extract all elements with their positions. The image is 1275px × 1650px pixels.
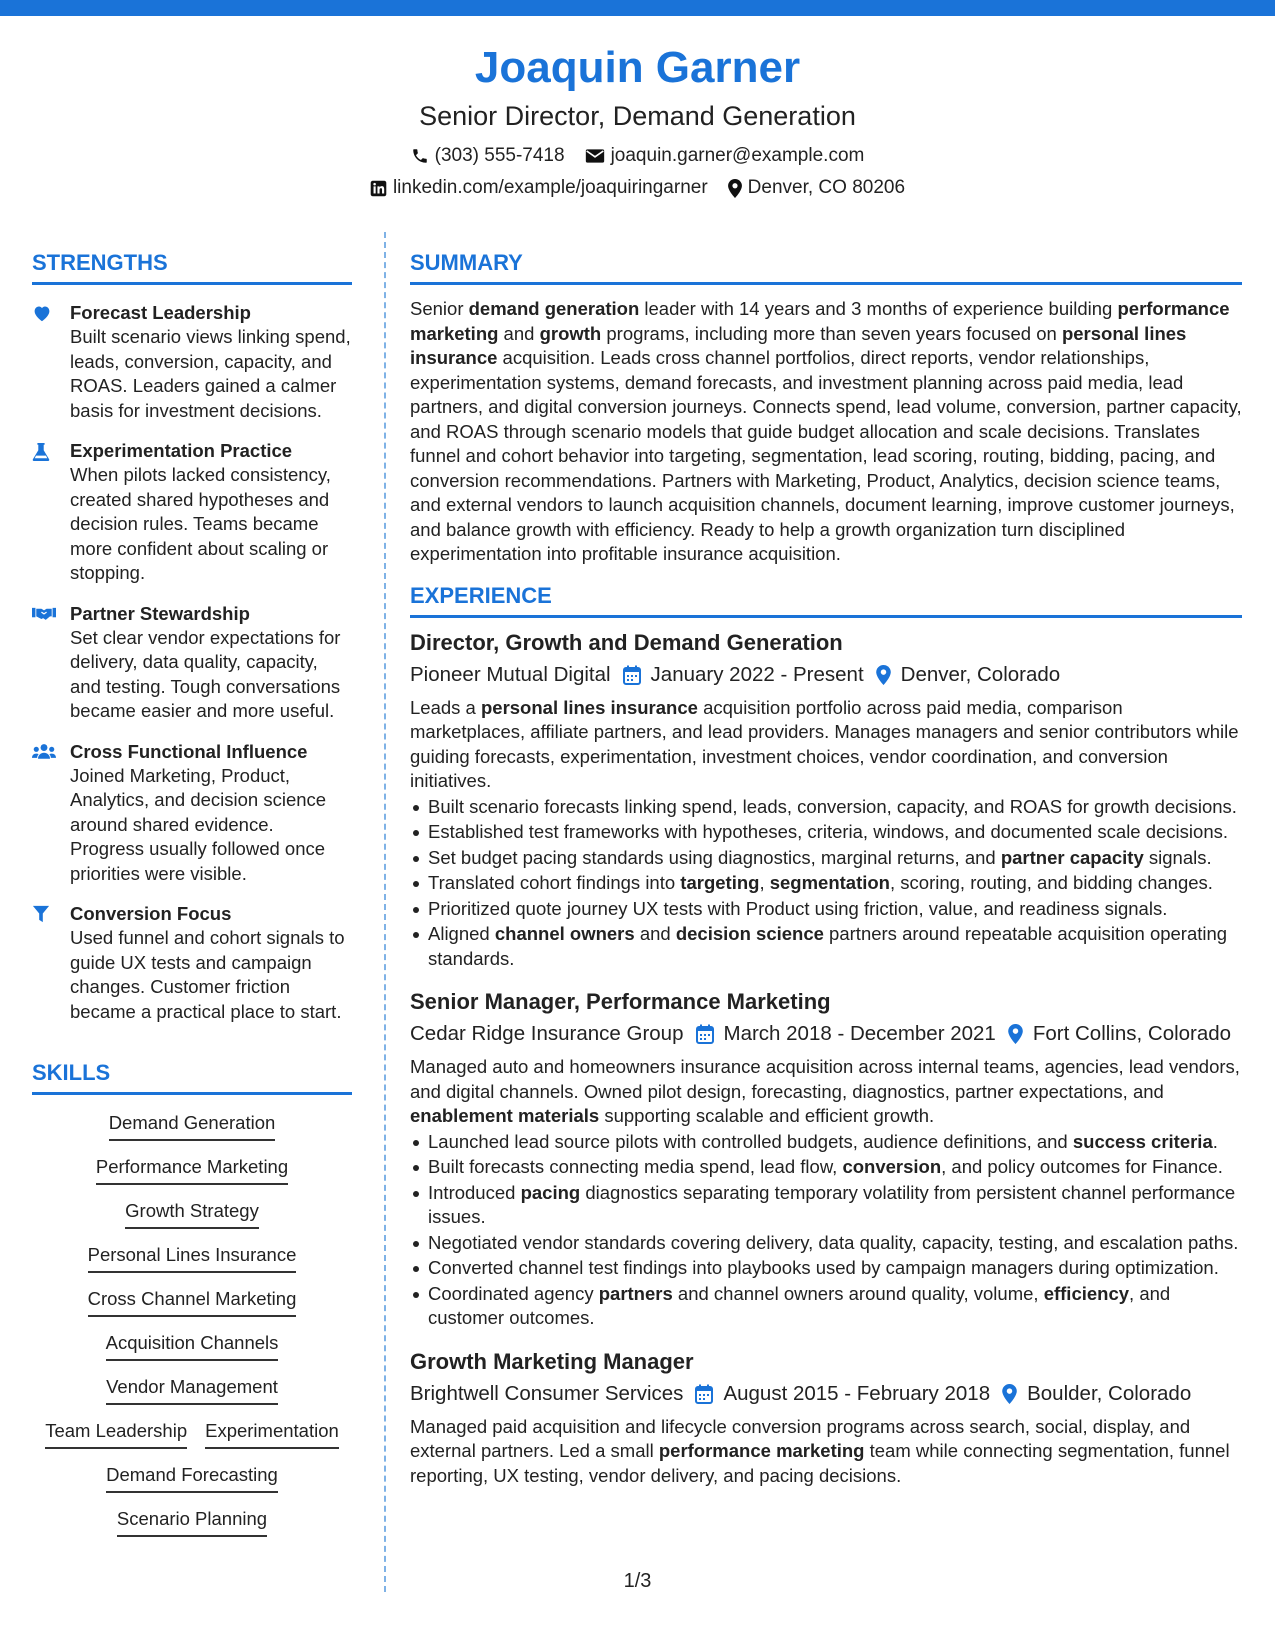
skill-tag: Cross Channel Marketing <box>88 1287 297 1317</box>
skill-tag: Demand Generation <box>109 1111 276 1141</box>
bullet-item <box>410 1282 1242 1331</box>
bold-text: pacing <box>520 1181 581 1203</box>
text-run: team while connecting segmentation, funnel reporting, UX testing, vendor delivery, and pacing decisions. <box>410 1440 1230 1486</box>
candidate-title: Senior Director, Demand Generation <box>419 101 856 131</box>
text-run: and <box>634 923 676 944</box>
job-meta <box>410 1379 1242 1409</box>
text-run: Converted channel test findings into playbooks used by campaign managers during optimization. <box>428 1257 1219 1278</box>
skill-tag: Team Leadership <box>45 1419 187 1449</box>
text-run: and <box>498 322 540 344</box>
location-text: Denver, CO 80206 <box>747 177 906 198</box>
bullet-item <box>410 1256 1242 1281</box>
skill-tag: Growth Strategy <box>125 1199 259 1229</box>
strength-desc: When pilots lacked consistency, created shared hypotheses and decision rules. Teams became more confident about scaling or stopping. <box>70 464 331 583</box>
bullet-item <box>410 1181 1242 1230</box>
text-run: supporting scalable and efficient growth. <box>599 1105 935 1126</box>
bullet-item <box>410 846 1242 871</box>
envelope-icon <box>585 148 605 164</box>
map-pin-icon <box>1002 1384 1017 1404</box>
bold-text: performance marketing <box>410 298 1230 344</box>
text-run: Managed paid acquisition and lifecycle conversion programs across search, social, display, and external partners. Led a small <box>410 1415 1191 1461</box>
job-entry <box>410 628 1242 972</box>
text-run: , and customer outcomes. <box>428 1282 1171 1328</box>
company-name: Brightwell Consumer Services <box>410 1381 684 1405</box>
job-title: Director, Growth and Demand Generation <box>410 629 843 655</box>
candidate-name: Joaquin Garner <box>474 43 801 92</box>
bold-text: channel owners <box>494 923 635 944</box>
strength-item <box>32 602 352 724</box>
experience-heading: EXPERIENCE <box>410 581 1242 618</box>
handshake-icon <box>32 605 56 621</box>
bold-text: personal lines insurance <box>480 696 698 718</box>
column-divider <box>384 232 386 1592</box>
text-run: programs, including more than seven years focused on <box>601 322 1062 344</box>
bold-text: demand generation <box>468 298 640 319</box>
contact-row-primary <box>0 142 1275 170</box>
right-column <box>410 248 1242 1488</box>
bold-text: performance marketing <box>658 1440 865 1461</box>
skill-tag: Personal Lines Insurance <box>88 1243 297 1273</box>
bold-text: targeting <box>680 872 760 893</box>
text-run: acquisition portfolio across paid media, comparison marketplaces, affiliate partners, and lead providers. Manages managers and senior contributors while guiding forecasts, experimentation, investment choices, vendor coordination, and conversion initiatives. <box>410 696 1239 791</box>
phone-contact[interactable] <box>411 142 565 170</box>
job-bullets <box>410 1130 1242 1331</box>
strength-desc: Set clear vendor expectations for delivery, data quality, capacity, and testing. Tough conversations became easier and more useful. <box>70 626 341 721</box>
bold-text: conversion <box>842 1156 942 1177</box>
calendar-icon <box>696 1024 714 1044</box>
left-column <box>32 248 352 1537</box>
strength-title: Experimentation Practice <box>70 440 293 461</box>
bold-text: personal lines insurance <box>410 322 1187 368</box>
calendar-icon <box>695 1384 713 1404</box>
job-dates: January 2022 - Present <box>650 662 864 686</box>
company-name: Pioneer Mutual Digital <box>410 662 611 686</box>
job-meta <box>410 660 1242 690</box>
skill-tag: Demand Forecasting <box>106 1463 278 1493</box>
job-location: Fort Collins, Colorado <box>1032 1022 1232 1045</box>
strengths-heading: STRENGTHS <box>32 248 352 285</box>
strength-desc: Built scenario views linking spend, leads, conversion, capacity, and ROAS. Leaders gained a calmer basis for investment decisions. <box>70 326 351 421</box>
text-run: and channel owners around quality, volume, <box>672 1282 1044 1304</box>
contact-row-secondary <box>0 174 1275 202</box>
text-run: Negotiated vendor standards covering delivery, data quality, capacity, testing, and escalation paths. <box>428 1231 1239 1253</box>
job-entry <box>410 987 1242 1331</box>
strength-title: Partner Stewardship <box>70 602 250 624</box>
page-number: 1/3 <box>623 1570 652 1592</box>
bullet-item <box>410 795 1242 820</box>
bullet-item <box>410 871 1242 896</box>
heart-icon <box>32 304 52 322</box>
skill-tag: Vendor Management <box>106 1375 278 1405</box>
bold-text: efficiency <box>1043 1282 1130 1304</box>
strength-item <box>32 439 352 586</box>
text-run: Senior <box>410 298 469 319</box>
skills-list <box>32 1105 352 1537</box>
job-title: Senior Manager, Performance Marketing <box>410 989 831 1014</box>
bold-text: growth <box>539 322 602 344</box>
job-location: Denver, Colorado <box>900 662 1061 686</box>
linkedin-contact[interactable] <box>370 174 708 202</box>
skills-heading: SKILLS <box>32 1058 352 1095</box>
text-run: Aligned <box>428 923 495 944</box>
text-run: Built forecasts connecting media spend, lead flow, <box>428 1156 843 1177</box>
bullet-item <box>410 1155 1242 1180</box>
text-run: Managed auto and homeowners insurance acquisition across internal teams, agencies, lead vendors, and digital channels. Owned pilot design, forecasting, diagnostics, partner expectations, and <box>410 1056 1240 1102</box>
summary-text <box>410 297 1242 567</box>
linkedin-text: linkedin.com/example/joaquiringarner <box>392 177 708 198</box>
email-text: joaquin.garner@example.com <box>610 145 865 166</box>
job-location: Boulder, Colorado <box>1027 1381 1192 1405</box>
strength-item <box>32 740 352 887</box>
bold-text: enablement materials <box>410 1105 600 1126</box>
job-dates: March 2018 - December 2021 <box>723 1022 996 1045</box>
text-run: Launched lead source pilots with controlled budgets, audience definitions, and <box>428 1130 1073 1152</box>
text-run: Introduced <box>428 1181 521 1203</box>
text-run: partners around repeatable acquisition operating standards. <box>428 923 1228 969</box>
job-bullets <box>410 795 1242 972</box>
map-pin-icon <box>876 665 891 685</box>
bullet-item <box>410 820 1242 845</box>
job-description <box>410 696 1242 794</box>
job-description <box>410 1055 1242 1129</box>
skill-tag: Performance Marketing <box>96 1155 288 1185</box>
users-icon <box>32 743 56 759</box>
job-meta <box>410 1019 1242 1049</box>
bullet-item <box>410 897 1242 922</box>
location-contact <box>728 174 905 202</box>
resume-header <box>0 40 1275 202</box>
strength-title: Forecast Leadership <box>70 302 251 323</box>
text-run: acquisition. Leads cross channel portfolios, direct reports, vendor relationships, experimentation systems, demand forecasts, and investment planning across paid media, lead partners, and digital conversion journeys. Connects spend, lead volume, conversion, partner capacity, and ROAS through scenario models that guide budget allocation and scale decisions. Translates funnel and cohort behavior into targeting, segmentation, lead scoring, routing, bidding, pacing, and conversion recommendations. Partners with Marketing, Product, Analytics, decision science teams, and external vendors to launch acquisition channels, document learning, improve customer journeys, and balance growth with efficiency. Ready to help a growth organization turn disciplined experimentation into profitable insurance acquisition. <box>410 347 1242 564</box>
strength-title: Cross Functional Influence <box>70 740 308 762</box>
calendar-icon <box>623 665 641 685</box>
job-description <box>410 1415 1242 1489</box>
text-run: leader with 14 years and 3 months of experience building <box>639 298 1118 319</box>
text-run: Coordinated agency <box>428 1282 599 1304</box>
text-run: . <box>1212 1130 1218 1152</box>
map-pin-icon <box>1008 1024 1023 1044</box>
text-run: Established test frameworks with hypotheses, criteria, windows, and documented scale decisions. <box>428 821 1228 842</box>
linkedin-icon <box>370 180 387 197</box>
strength-item <box>32 301 352 423</box>
strength-item <box>32 902 352 1024</box>
email-contact[interactable] <box>585 142 865 170</box>
phone-text: (303) 555-7418 <box>434 145 565 166</box>
bold-text: partner capacity <box>1000 846 1144 868</box>
text-run: , <box>759 872 770 893</box>
job-title: Growth Marketing Manager <box>410 1348 694 1374</box>
text-run: signals. <box>1143 846 1212 868</box>
bold-text: segmentation <box>769 872 890 893</box>
bullet-item <box>410 922 1242 971</box>
flask-icon <box>32 442 50 462</box>
bold-text: decision science <box>675 923 824 944</box>
bullet-item <box>410 1130 1242 1155</box>
bold-text: success criteria <box>1072 1130 1213 1152</box>
filter-icon <box>32 905 50 923</box>
bullet-item <box>410 1231 1242 1256</box>
text-run: Leads a <box>410 696 481 718</box>
summary-heading: SUMMARY <box>410 248 1242 285</box>
job-entry <box>410 1347 1242 1489</box>
text-run: diagnostics separating temporary volatility from persistent channel performance issues. <box>428 1181 1236 1227</box>
text-run: Built scenario forecasts linking spend, leads, conversion, capacity, and ROAS for growth decisions. <box>428 795 1237 817</box>
text-run: Translated cohort findings into <box>428 872 681 893</box>
company-name: Cedar Ridge Insurance Group <box>410 1022 684 1045</box>
skill-tag: Scenario Planning <box>117 1507 267 1537</box>
text-run: , scoring, routing, and bidding changes. <box>890 872 1213 893</box>
skill-tag: Acquisition Channels <box>106 1331 279 1361</box>
phone-icon <box>411 147 429 165</box>
text-run: , and policy outcomes for Finance. <box>941 1156 1223 1177</box>
skill-tag: Experimentation <box>205 1419 339 1449</box>
job-dates: August 2015 - February 2018 <box>723 1381 991 1405</box>
strength-desc: Joined Marketing, Product, Analytics, and decision science around shared evidence. Progress usually followed once priorities were visible. <box>70 764 327 884</box>
strength-desc: Used funnel and cohort signals to guide UX tests and campaign changes. Customer friction became a practical place to start. <box>70 927 345 1022</box>
text-run: Prioritized quote journey UX tests with Product using friction, value, and readiness signals. <box>428 897 1168 919</box>
text-run: Set budget pacing standards using diagnostics, marginal returns, and <box>428 846 1001 868</box>
bold-text: partners <box>598 1282 673 1304</box>
strength-title: Conversion Focus <box>70 903 232 924</box>
map-pin-icon <box>728 179 742 198</box>
top-accent-bar <box>0 0 1275 16</box>
